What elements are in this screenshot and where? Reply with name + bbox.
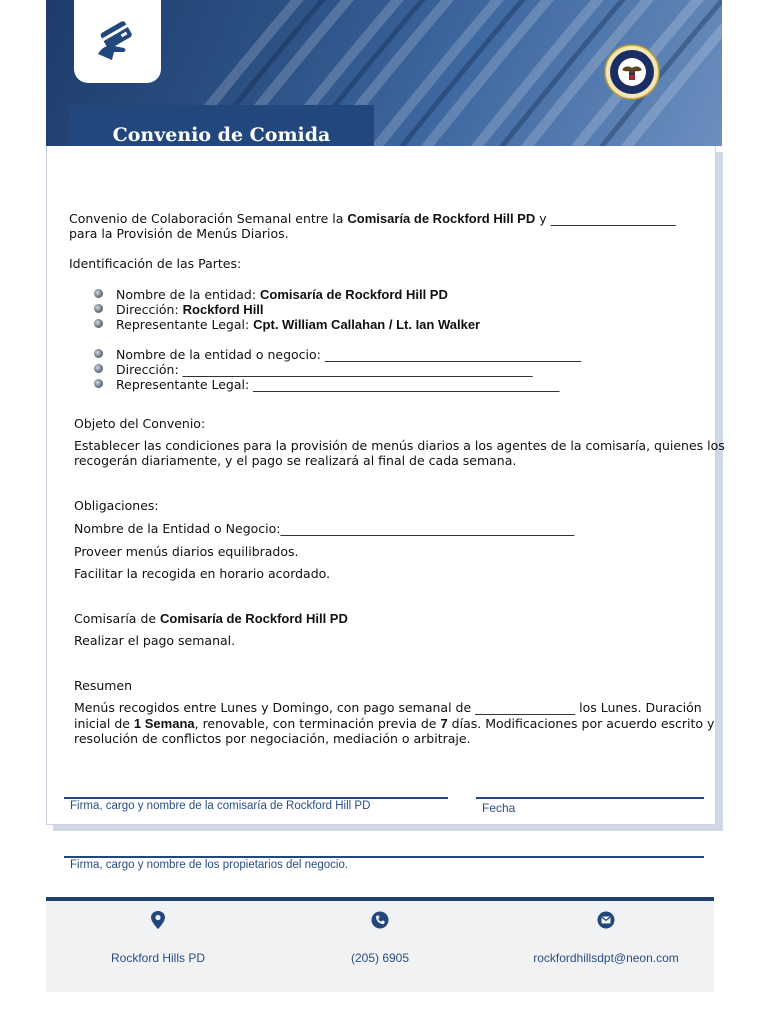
signature-label-comisaria: Firma, cargo y nombre de la comisaría de Rockford Hill PD	[70, 800, 371, 812]
credit-card-hand-icon	[94, 20, 142, 64]
parties-heading: Identificación de las Partes:	[69, 256, 242, 271]
obligaciones-heading: Obligaciones:	[74, 498, 159, 513]
obligaciones-item: Facilitar la recogida en horario acordado.	[74, 566, 331, 581]
objeto-line-1: Establecer las condiciones para la provisión de menús diarios a los agentes de la comisaría, quienes los	[74, 438, 725, 453]
phone-icon	[371, 911, 389, 929]
obligaciones-item: Proveer menús diarios equilibrados.	[74, 544, 299, 559]
footer-email: rockfordhillsdpt@neon.com	[533, 951, 679, 965]
party1-name: Nombre de la entidad: Comisaría de Rockford Hill PD	[116, 287, 448, 302]
objeto-heading: Objeto del Convenio:	[74, 416, 206, 431]
signature-label-business: Firma, cargo y nombre de los propietarios del negocio.	[70, 859, 349, 871]
footer-location: Rockford Hills PD	[110, 951, 206, 965]
eagle-seal-icon	[604, 44, 660, 100]
party2-address: Dirección: ________________________________________________________	[116, 362, 533, 377]
logo-box	[74, 0, 161, 83]
email-icon	[597, 911, 615, 929]
bullet-icon	[94, 304, 103, 313]
signature-label-fecha: Fecha	[482, 801, 516, 815]
objeto-line-2: recogerán diariamente, y el pago se realizará al final de cada semana.	[74, 453, 517, 468]
party2-representative: Representante Legal: _________________________________________________	[116, 377, 560, 392]
resumen-line-2: inicial de 1 Semana, renovable, con terminación previa de 7 días. Modificaciones por acuerdo escrito y	[74, 716, 715, 731]
resumen-line-1: Menús recogidos entre Lunes y Domingo, con pago semanal de ________________ los Lunes. Duración	[74, 700, 702, 715]
resumen-line-3: resolución de conflictos por negociación, mediación o arbitraje.	[74, 731, 471, 746]
obligaciones-comisaria: Comisaría de Comisaría de Rockford Hill PD	[74, 611, 348, 626]
party1-address: Dirección: Rockford Hill	[116, 302, 264, 317]
signature-line-business	[64, 856, 704, 858]
party1-representative: Representante Legal: Cpt. William Callahan / Lt. Ian Walker	[116, 317, 481, 332]
obligaciones-item: Realizar el pago semanal.	[74, 633, 236, 648]
bullet-icon	[94, 349, 103, 358]
party2-name: Nombre de la entidad o negocio: _________________________________________	[116, 347, 582, 362]
obligaciones-entity-line: Nombre de la Entidad o Negocio:_______________________________________________	[74, 521, 575, 536]
location-pin-icon	[149, 910, 167, 930]
resumen-heading: Resumen	[74, 678, 133, 693]
signature-line-fecha	[476, 797, 704, 799]
intro-line-2: para la Provisión de Menús Diarios.	[69, 226, 289, 241]
intro-line-1: Convenio de Colaboración Semanal entre la Comisaría de Rockford Hill PD y ____________________	[69, 211, 676, 226]
document-title: Convenio de Comida	[69, 105, 374, 164]
bullet-icon	[94, 289, 103, 298]
footer-phone: (205) 6905	[350, 951, 410, 965]
bullet-icon	[94, 319, 103, 328]
bullet-icon	[94, 379, 103, 388]
bullet-icon	[94, 364, 103, 373]
signature-line-comisaria	[64, 797, 448, 799]
